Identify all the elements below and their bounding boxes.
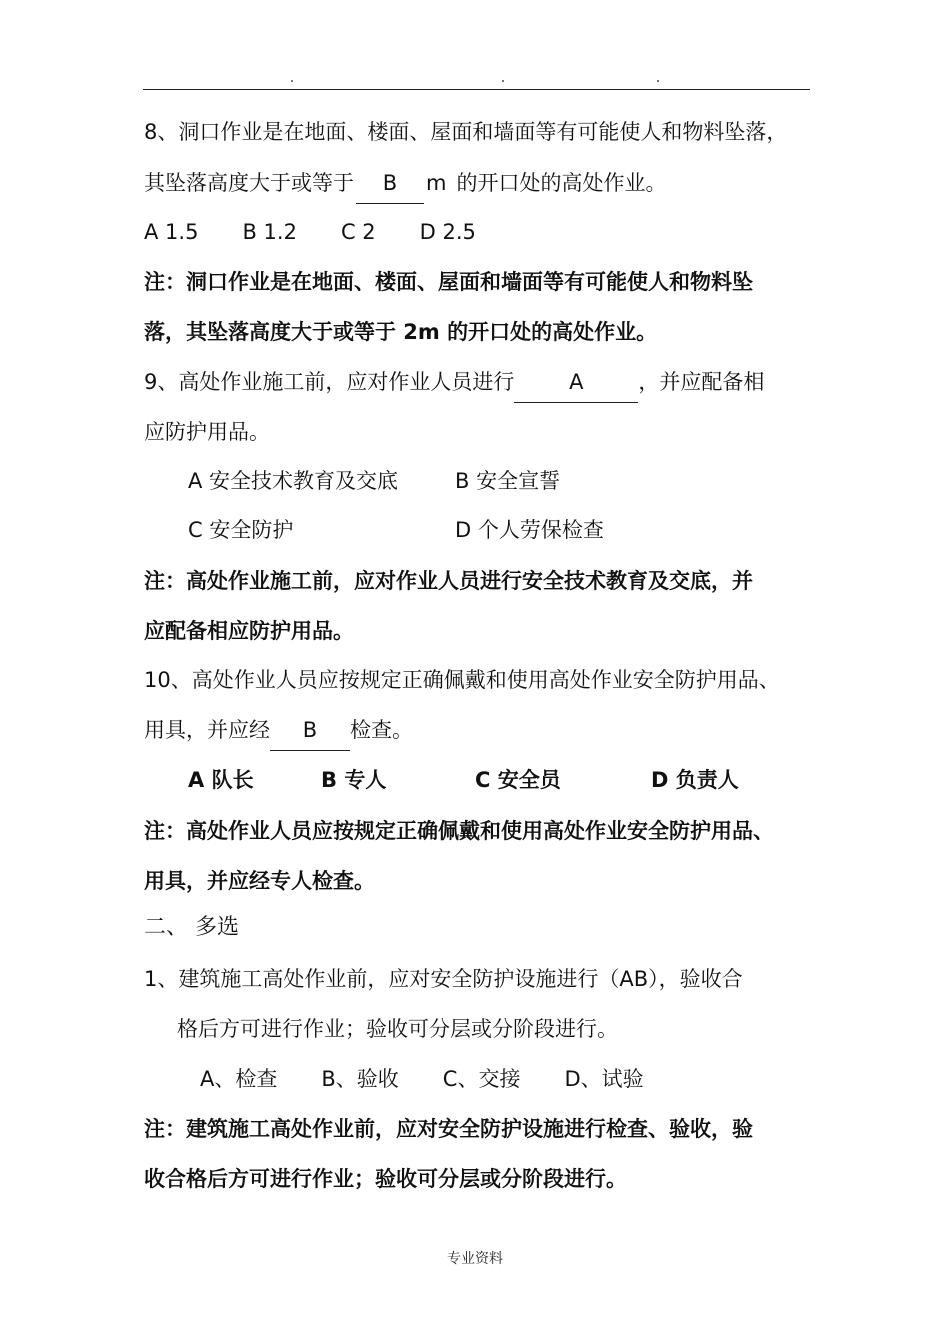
page-footer: 专业资料	[447, 1251, 503, 1267]
q8-options	[144, 218, 476, 246]
q8-option-c: C 2	[340, 220, 376, 244]
m1-note-line2: 收合格后方可进行作业；验收可分层或分阶段进行。	[144, 1167, 627, 1191]
q8-answer-blank: B	[356, 169, 424, 204]
header-dot	[657, 80, 659, 82]
q9-note-line2: 应配备相应防护用品。	[144, 619, 354, 643]
q8-option-a: A 1.5	[144, 220, 199, 244]
m1-option-d: D、试验	[564, 1067, 644, 1091]
q9-answer-blank: A	[514, 368, 638, 403]
q9-line2: 应防护用品。	[144, 420, 270, 444]
q8-note-line2: 落，其坠落高度大于或等于 2m 的开口处的高处作业。	[144, 320, 658, 344]
q8-line2-pre: 其坠落高度大于或等于	[144, 171, 354, 195]
q10-line2-post: 检查。	[350, 718, 413, 742]
m1-line1: 1、建筑施工高处作业前，应对安全防护设施进行（AB），验收合	[144, 967, 743, 991]
q8-line2-post: 的开口处的高处作业。	[456, 171, 667, 195]
q10-line1: 10、高处作业人员应按规定正确佩戴和使用高处作业安全防护用品、	[144, 668, 780, 692]
q8-unit: m	[426, 171, 447, 195]
q8-note-line1: 注：洞口作业是在地面、楼面、屋面和墙面等有可能使人和物料坠	[144, 270, 753, 294]
q8-line2	[144, 169, 666, 204]
q10-note-line2: 用具，并应经专人检查。	[144, 869, 375, 893]
m1-line2: 格后方可进行作业；验收可分层或分阶段进行。	[177, 1017, 618, 1041]
q10-line2	[144, 716, 413, 751]
header-dot	[502, 80, 504, 82]
q10-note-line1: 注：高处作业人员应按规定正确佩戴和使用高处作业安全防护用品、	[144, 819, 774, 843]
m1-options	[200, 1065, 644, 1093]
q10-option-a: A 队长	[188, 768, 254, 792]
m1-note-line1: 注：建筑施工高处作业前，应对安全防护设施进行检查、验收，验	[144, 1117, 753, 1141]
m1-option-b: B、验收	[321, 1067, 399, 1091]
q8-line1: 8、洞口作业是在地面、楼面、屋面和墙面等有可能使人和物料坠落，	[144, 120, 788, 144]
q10-answer-blank: B	[270, 716, 350, 751]
m1-option-a: A、检查	[200, 1067, 278, 1091]
q9-option-d: D 个人劳保检查	[455, 518, 604, 542]
q9-option-a: A 安全技术教育及交底	[188, 469, 399, 493]
q8-option-d: D 2.5	[419, 220, 476, 244]
q10-option-b: B 专人	[321, 768, 387, 792]
q9-line1	[144, 368, 764, 403]
q9-option-b: B 安全宣誓	[455, 469, 561, 493]
m1-option-c: C、交接	[442, 1067, 521, 1091]
q9-line1-post: ，并应配备相	[638, 370, 765, 394]
q10-option-d: D 负责人	[651, 768, 739, 792]
q10-line2-pre: 用具，并应经	[144, 718, 270, 742]
q9-note-line1: 注：高处作业施工前，应对作业人员进行安全技术教育及交底，并	[144, 569, 753, 593]
section-title: 二、 多选	[144, 915, 239, 940]
q10-option-c: C 安全员	[475, 768, 561, 792]
q8-option-b: B 1.2	[242, 220, 297, 244]
header-dot	[291, 80, 293, 82]
q9-line1-pre: 9、高处作业施工前，应对作业人员进行	[144, 370, 515, 394]
q9-option-c: C 安全防护	[188, 518, 294, 542]
header-rule	[143, 89, 810, 90]
